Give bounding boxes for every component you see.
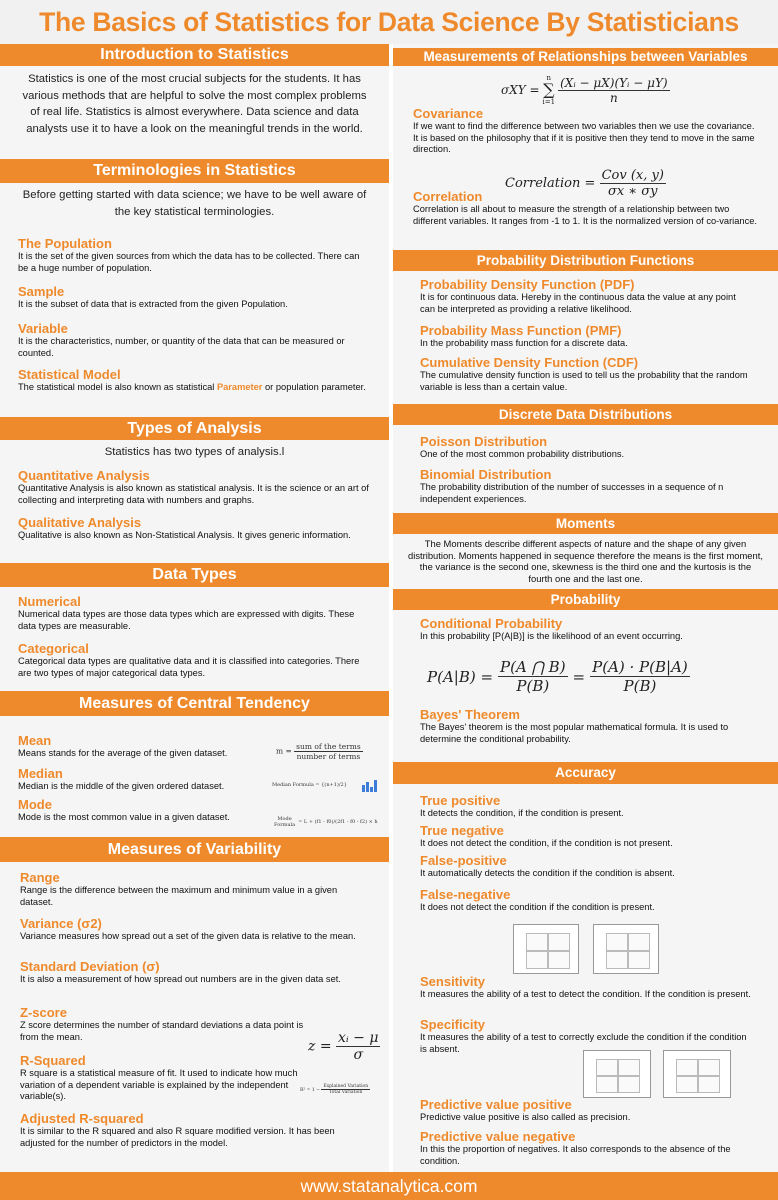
variability-text: It is also a measurement of how spread out numbers are in the given data set. xyxy=(20,974,341,984)
accuracy-npv xyxy=(393,1129,778,1167)
term-heading: Variable xyxy=(18,321,68,336)
accuracy-heading: True negative xyxy=(420,823,504,838)
accuracy-heading: Predictive value negative xyxy=(420,1129,576,1144)
central-median xyxy=(0,766,389,793)
variability-heading: R-Squared xyxy=(20,1053,86,1068)
pdf-text: The cumulative density function is used to tell us the probability that the random variable is less than a certain value. xyxy=(420,370,748,392)
accuracy-text: It measures the ability of a test to detect the condition. If the condition is present. xyxy=(420,989,751,999)
bayes-theorem xyxy=(393,707,778,745)
term-text xyxy=(18,382,371,394)
datatype-text: Numerical data types are those data types which are expressed with digits. These data types are measurable. xyxy=(18,609,355,631)
correlation-lhs: Correlation = xyxy=(505,176,596,191)
variability-heading: Adjusted R-squared xyxy=(20,1111,144,1126)
pdf-cumulative xyxy=(393,355,778,393)
variability-std-dev xyxy=(0,959,389,986)
left-column xyxy=(0,44,389,1172)
variability-text: It is similar to the R squared and also R square modified version. It has been adjusted for the number of predictors in the model. xyxy=(20,1126,335,1148)
intro-text: Statistics is one of the most crucial subjects for the students. It has various methods that are helpful to solve the most complex problems of real life. Statistics is almost everywhere. Data science and data analysts use it to have a look on the meaningful trends in the world. xyxy=(22,73,367,135)
analysis-text: Qualitative is also known as Non-Statistical Analysis. It gives generic information. xyxy=(18,530,351,540)
variability-rsquared xyxy=(0,1053,389,1103)
sum-upper: n xyxy=(546,74,552,82)
analysis-heading: Quantitative Analysis xyxy=(18,468,150,483)
covariance-heading: Covariance xyxy=(413,106,484,121)
term-heading: Statistical Model xyxy=(18,367,121,382)
accuracy-false-negative xyxy=(393,887,778,914)
bayes-formula xyxy=(427,658,690,695)
intro-header: Introduction to Statistics xyxy=(0,44,389,66)
analysis-heading: Qualitative Analysis xyxy=(18,515,142,530)
correlation-text: Correlation is all about to measure the strength of a relationship between two different variables. It ranges from -1 to 1. It is the normalized version of co-variance. xyxy=(413,204,757,226)
correlation-numerator: Cov (x, y) xyxy=(601,168,664,183)
term-heading: Sample xyxy=(18,284,65,299)
variability-text: Range is the difference between the maximum and minimum value in a given dataset. xyxy=(20,885,338,907)
accuracy-true-negative xyxy=(393,823,778,850)
accuracy-text: It automatically detects the condition if the condition is absent. xyxy=(420,868,675,878)
term-text: It is the characteristics, number, or quantity of the data that can be measured or counted. xyxy=(18,336,345,358)
terminologies-text: Before getting started with data science; we have to be well aware of the key statistical terminologies. xyxy=(22,189,367,218)
pdf-heading: Probability Density Function (PDF) xyxy=(420,277,635,292)
page-title: The Basics of Statistics for Data Science By Statisticians xyxy=(39,6,739,37)
variability-heading: Range xyxy=(20,870,60,885)
bayes-numerator: P(A) · P(B|A) xyxy=(592,658,688,676)
variability-text: R square is a statistical measure of fit. It used to indicate how much variation of a dependent variable is explained by the independent variable(s). xyxy=(20,1068,298,1101)
discrete-text: The probability distribution of the number of successes in a sequence of n independent experiences. xyxy=(420,482,724,504)
term-text-part: The statistical model is also known as statistical xyxy=(18,382,217,392)
datatype-numerical xyxy=(0,594,389,632)
central-text: Means stands for the average of the given dataset. xyxy=(18,748,228,758)
sum-lower: i=1 xyxy=(542,98,556,106)
median-expr: {(n+1)/2} xyxy=(321,782,347,788)
pdf-mass xyxy=(393,323,778,350)
accuracy-text: It does not detect the condition if the condition is present. xyxy=(420,902,655,912)
accuracy-false-positive xyxy=(393,853,778,880)
footer xyxy=(0,1172,778,1200)
mean-numerator: sum of the terms xyxy=(296,742,361,751)
pdf-heading: Cumulative Density Function (CDF) xyxy=(420,355,639,370)
sigma-icon: ∑ xyxy=(543,80,555,99)
term-population xyxy=(0,236,389,274)
zscore-numerator: xᵢ − μ xyxy=(338,1030,379,1046)
npv-matrix-image xyxy=(663,1050,731,1098)
central-text: Mode is the most common value in a given dataset. xyxy=(18,812,230,822)
accuracy-heading: True positive xyxy=(420,793,501,808)
variability-variance xyxy=(0,916,389,943)
variability-heading: Variance (σ2) xyxy=(20,916,102,931)
bar-chart-icon xyxy=(361,778,377,792)
probability-text: In this probability [P(A|B)] is the likelihood of an event occurring. xyxy=(420,631,683,641)
datatypes-header: Data Types xyxy=(0,563,389,587)
covariance-formula xyxy=(501,74,670,106)
variability-heading: Standard Deviation (σ) xyxy=(20,959,160,974)
analysis-text: Statistics has two types of analysis.l xyxy=(104,446,285,458)
accuracy-text: Predictive value positive is also called as precision. xyxy=(420,1112,631,1122)
variability-adjusted-rsquared xyxy=(0,1111,389,1149)
right-column xyxy=(393,44,778,1172)
mean-denominator: number of terms xyxy=(296,752,361,761)
central-heading: Median xyxy=(18,766,63,781)
bayes-equals: = xyxy=(572,667,586,686)
mode-label: Mode xyxy=(277,816,292,822)
accuracy-text: In this the proportion of negatives. It also corresponds to the absence of the condition. xyxy=(420,1144,731,1166)
terminologies-header: Terminologies in Statistics xyxy=(0,159,389,183)
accuracy-heading: Specificity xyxy=(420,1017,486,1032)
pdf-heading: Probability Mass Function (PMF) xyxy=(420,323,622,338)
median-label: Median Formula = xyxy=(272,782,320,788)
moments-header: Moments xyxy=(393,513,778,534)
rsquared-formula xyxy=(300,1084,370,1095)
central-heading: Mode xyxy=(18,797,52,812)
covariance-denominator: n xyxy=(609,90,618,105)
analysis-header: Types of Analysis xyxy=(0,417,389,440)
discrete-heading: Binomial Distribution xyxy=(420,467,552,482)
probability-heading: Bayes' Theorem xyxy=(420,707,520,722)
central-header: Measures of Central Tendency xyxy=(0,691,389,716)
probability-header: Probability xyxy=(393,589,778,610)
covariance-lhs: σXY = xyxy=(501,83,540,97)
variability-text: Variance measures how spread out a set of the given data is relative to the mean. xyxy=(20,931,356,941)
discrete-poisson xyxy=(393,434,778,461)
discrete-header: Discrete Data Distributions xyxy=(393,404,778,425)
bayes-numerator: P(A ⋂ B) xyxy=(500,658,566,676)
probability-text: The Bayes' theorem is the most popular mathematical formula. It is used to determine the conditional probability. xyxy=(420,722,729,744)
central-heading: Mean xyxy=(18,733,52,748)
accuracy-ppv xyxy=(393,1097,778,1124)
datatype-categorical xyxy=(0,641,389,679)
central-text: Median is the middle of the given ordered dataset. xyxy=(18,781,225,791)
conditional-probability xyxy=(393,616,778,643)
parameter-highlight: Parameter xyxy=(216,382,263,392)
mean-lhs: m = xyxy=(276,746,292,756)
variability-range xyxy=(0,870,389,908)
term-sample xyxy=(0,284,389,311)
probability-heading: Conditional Probability xyxy=(420,616,563,631)
correlation-heading: Correlation xyxy=(413,189,483,204)
datatype-text: Categorical data types are qualitative data and it is classified into categories. There are two types of major categorical data types. xyxy=(18,656,360,678)
term-text-part: or population parameter. xyxy=(262,382,366,392)
accuracy-text: It detects the condition, if the condition is present. xyxy=(420,808,624,818)
moments-text: The Moments describe different aspects of nature and the shape of any given distribution. Moments happened in sequence therefore the means is the first moment, the variance is the second one, skewness is the third one and the kurtosis is the fourth one and the last one. xyxy=(408,538,763,584)
pdf-density xyxy=(393,277,778,315)
term-text: It is the subset of data that is extracted from the given Population. xyxy=(18,299,288,309)
covariance-numerator: (Xᵢ − μX)(Yᵢ − μY) xyxy=(560,75,668,90)
accuracy-heading: Sensitivity xyxy=(420,974,486,989)
sensitivity-matrix-image xyxy=(513,924,579,974)
accuracy-heading: False-positive xyxy=(420,853,507,868)
term-statistical-model xyxy=(0,367,389,394)
rsquared-lhs: R² = 1 − xyxy=(300,1088,320,1093)
bayes-denominator: P(B) xyxy=(623,677,657,695)
term-variable xyxy=(0,321,389,359)
term-heading: The Population xyxy=(18,236,112,251)
analysis-text: Quantitative Analysis is also known as statistical analysis. It is the science or an art of collecting and interpreting data with numbers and graphs. xyxy=(18,483,369,505)
specificity-matrix-image xyxy=(593,924,659,974)
discrete-heading: Poisson Distribution xyxy=(420,434,548,449)
mode-expr: = L + (f1 - f0)/(2f1 - f0 - f2) × h xyxy=(298,819,378,825)
ppv-matrix-image xyxy=(583,1050,651,1098)
pdf-text: It is for continuous data. Hereby in the continuous data the value at any point can be interpreted as providing a relative likelihood. xyxy=(420,292,736,314)
bayes-denominator: P(B) xyxy=(516,677,550,695)
covariance-text: If we want to find the difference between two variables then we use the covariance. It is based on the philosophy that if it is positive then they tend to move in the same direction. xyxy=(413,121,755,154)
accuracy-sensitivity xyxy=(393,974,778,1001)
correlation-section xyxy=(393,189,778,227)
term-text: It is the set of the given sources from which the data has to be collected. There can be a huge number of population. xyxy=(18,251,360,273)
accuracy-header: Accuracy xyxy=(393,762,778,784)
covariance-section xyxy=(393,106,778,156)
accuracy-text: It does not detect the condition, if the condition is not present. xyxy=(420,838,673,848)
relationships-header: Measurements of Relationships between Variables xyxy=(393,48,778,66)
correlation-denominator: σx ∗ σy xyxy=(607,184,658,199)
zscore-lhs: z = xyxy=(308,1038,332,1055)
variability-header: Measures of Variability xyxy=(0,837,389,862)
pdf-header: Probability Distribution Functions xyxy=(393,250,778,271)
accuracy-heading: Predictive value positive xyxy=(420,1097,572,1112)
variability-text: Z score determines the number of standard deviations a data point is from the mean. xyxy=(20,1020,304,1042)
discrete-binomial xyxy=(393,467,778,505)
datatype-heading: Categorical xyxy=(18,641,89,656)
zscore-denominator: σ xyxy=(353,1047,364,1063)
mode-label: Formula xyxy=(274,822,296,828)
median-formula xyxy=(272,782,347,788)
title-bar xyxy=(0,0,778,44)
pdf-text: In the probability mass function for a discrete data. xyxy=(420,338,628,348)
variability-heading: Z-score xyxy=(20,1005,67,1020)
accuracy-text: It measures the ability of a test to correctly exclude the condition if the condition is absent. xyxy=(420,1032,747,1054)
footer-url[interactable]: www.statanalytica.com xyxy=(300,1175,478,1196)
analysis-quantitative xyxy=(0,468,389,506)
mode-formula xyxy=(274,816,378,828)
datatype-heading: Numerical xyxy=(18,594,81,609)
bayes-lhs: P(A|B) = xyxy=(427,667,494,686)
analysis-qualitative xyxy=(0,515,389,542)
discrete-text: One of the most common probability distributions. xyxy=(420,449,625,459)
accuracy-heading: False-negative xyxy=(420,887,511,902)
accuracy-true-positive xyxy=(393,793,778,820)
mean-formula xyxy=(276,742,363,761)
rsquared-numerator: Explained Variation xyxy=(323,1084,369,1089)
rsquared-denominator: Total Variation xyxy=(329,1090,363,1095)
